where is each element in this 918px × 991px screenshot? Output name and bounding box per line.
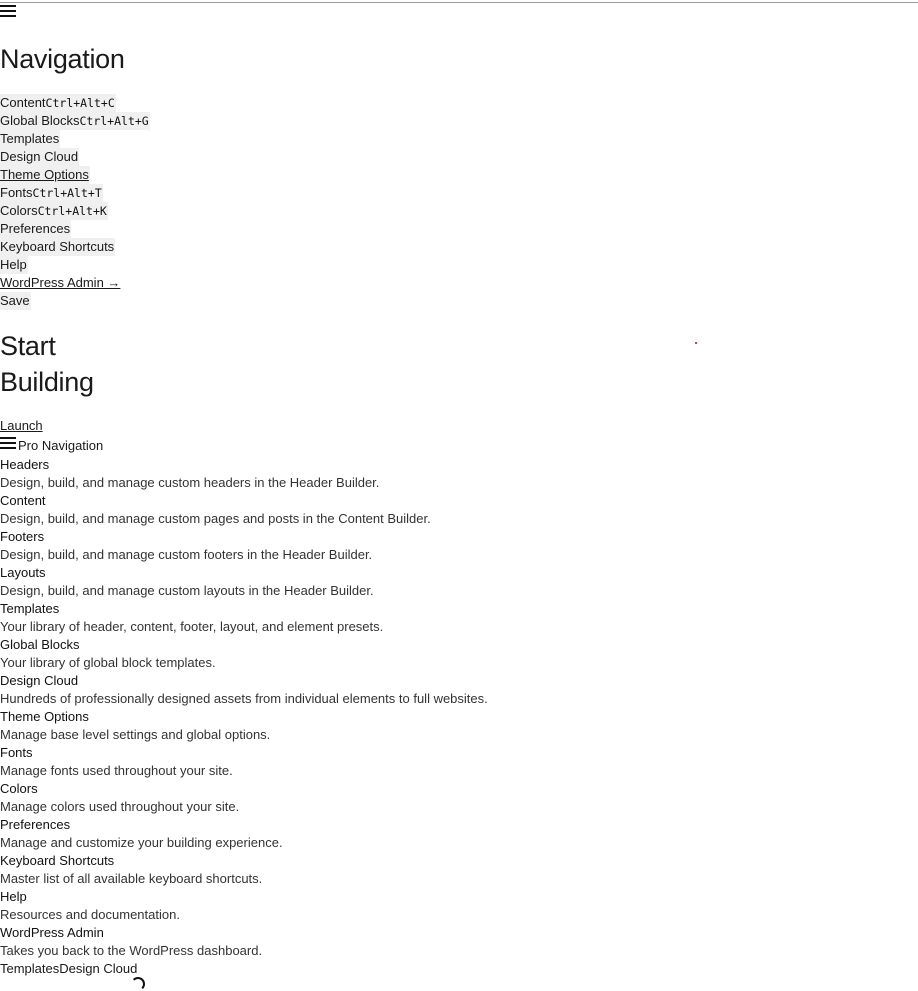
hamburger-icon (0, 437, 16, 452)
section-title: Layouts (0, 565, 46, 580)
top-divider (0, 2, 918, 3)
section-global-blocks[interactable] (0, 636, 900, 672)
section-title: Content (0, 493, 46, 508)
section-title: Headers (0, 457, 50, 472)
section-headers[interactable] (0, 456, 900, 492)
launch-link[interactable]: Launch (0, 418, 43, 433)
section-help[interactable] (0, 888, 900, 924)
section-description: Your library of global block templates. (0, 655, 216, 670)
section-content[interactable] (0, 492, 900, 528)
section-preferences[interactable] (0, 816, 900, 852)
bottom-tabs (0, 960, 137, 978)
section-title: Colors (0, 781, 38, 796)
nav-item-templates[interactable]: Templates (0, 131, 60, 146)
section-footers[interactable] (0, 528, 900, 564)
section-fonts[interactable] (0, 744, 900, 780)
section-theme-options[interactable] (0, 708, 900, 744)
shortcut-fonts: Ctrl+Alt+T (32, 186, 102, 200)
nav-item-wordpress-admin[interactable]: WordPress Admin → (0, 275, 121, 290)
section-title: Theme Options (0, 709, 89, 724)
section-title: Fonts (0, 745, 33, 760)
section-description: Design, build, and manage custom pages and posts in the Content Builder. (0, 511, 431, 526)
section-description: Master list of all available keyboard shortcuts. (0, 871, 263, 886)
nav-item-theme-options[interactable]: Theme Options (0, 167, 89, 182)
section-colors[interactable] (0, 780, 900, 816)
section-title: Keyboard Shortcuts (0, 853, 115, 868)
section-description: Your library of header, content, footer, layout, and element presets. (0, 619, 384, 634)
section-layouts[interactable] (0, 564, 900, 600)
section-title: Help (0, 889, 27, 904)
nav-item-colors[interactable]: ColorsCtrl+Alt+K (0, 203, 107, 218)
nav-item-preferences[interactable]: Preferences (0, 221, 71, 236)
section-description: Manage and customize your building experience. (0, 835, 283, 850)
start-building-title: Start Building (0, 331, 94, 397)
nav-item-content[interactable]: ContentCtrl+Alt+C (0, 95, 115, 110)
nav-item-global-blocks[interactable]: Global BlocksCtrl+Alt+G (0, 113, 149, 128)
section-description: Resources and documentation. (0, 907, 180, 922)
section-keyboard-shortcuts[interactable] (0, 852, 900, 888)
nav-item-design-cloud[interactable]: Design Cloud (0, 149, 79, 164)
nav-item-keyboard-shortcuts[interactable]: Keyboard Shortcuts (0, 239, 115, 254)
shortcut-colors: Ctrl+Alt+K (37, 204, 107, 218)
section-title: Footers (0, 529, 45, 544)
shortcut-global-blocks: Ctrl+Alt+G (79, 114, 149, 128)
nav-item-fonts[interactable]: FontsCtrl+Alt+T (0, 185, 102, 200)
section-description: Hundreds of professionally designed assets from individual elements to full websites. (0, 691, 488, 706)
navigation-title: Navigation (0, 44, 125, 74)
section-title: Preferences (0, 817, 71, 832)
section-description: Manage fonts used throughout your site. (0, 763, 233, 778)
tab-templates[interactable]: Templates (0, 961, 60, 976)
section-description: Takes you back to the WordPress dashboard. (0, 943, 263, 958)
section-description: Design, build, and manage custom headers in the Header Builder. (0, 475, 380, 490)
section-description: Manage base level settings and global options. (0, 727, 271, 742)
hamburger-icon[interactable] (0, 5, 16, 19)
section-description: Manage colors used throughout your site. (0, 799, 240, 814)
tab-design-cloud[interactable]: Design Cloud (59, 961, 138, 976)
navigation-list (0, 94, 300, 310)
section-wordpress-admin[interactable] (0, 924, 900, 960)
indicator-dot (695, 342, 697, 344)
section-design-cloud[interactable] (0, 672, 900, 708)
spinner-icon (131, 977, 145, 991)
section-title: Design Cloud (0, 673, 79, 688)
section-description: Design, build, and manage custom footers in the Header Builder. (0, 547, 373, 562)
section-title: Global Blocks (0, 637, 80, 652)
section-description: Design, build, and manage custom layouts in the Header Builder. (0, 583, 374, 598)
pro-navigation-sections (0, 456, 900, 960)
pro-navigation-toggle[interactable]: Pro Navigation (0, 437, 103, 455)
shortcut-content: Ctrl+Alt+C (45, 96, 115, 110)
section-templates[interactable] (0, 600, 900, 636)
section-title: Templates (0, 601, 60, 616)
nav-item-help[interactable]: Help (0, 257, 27, 272)
save-button[interactable]: Save (0, 293, 30, 308)
section-title: WordPress Admin (0, 925, 104, 940)
